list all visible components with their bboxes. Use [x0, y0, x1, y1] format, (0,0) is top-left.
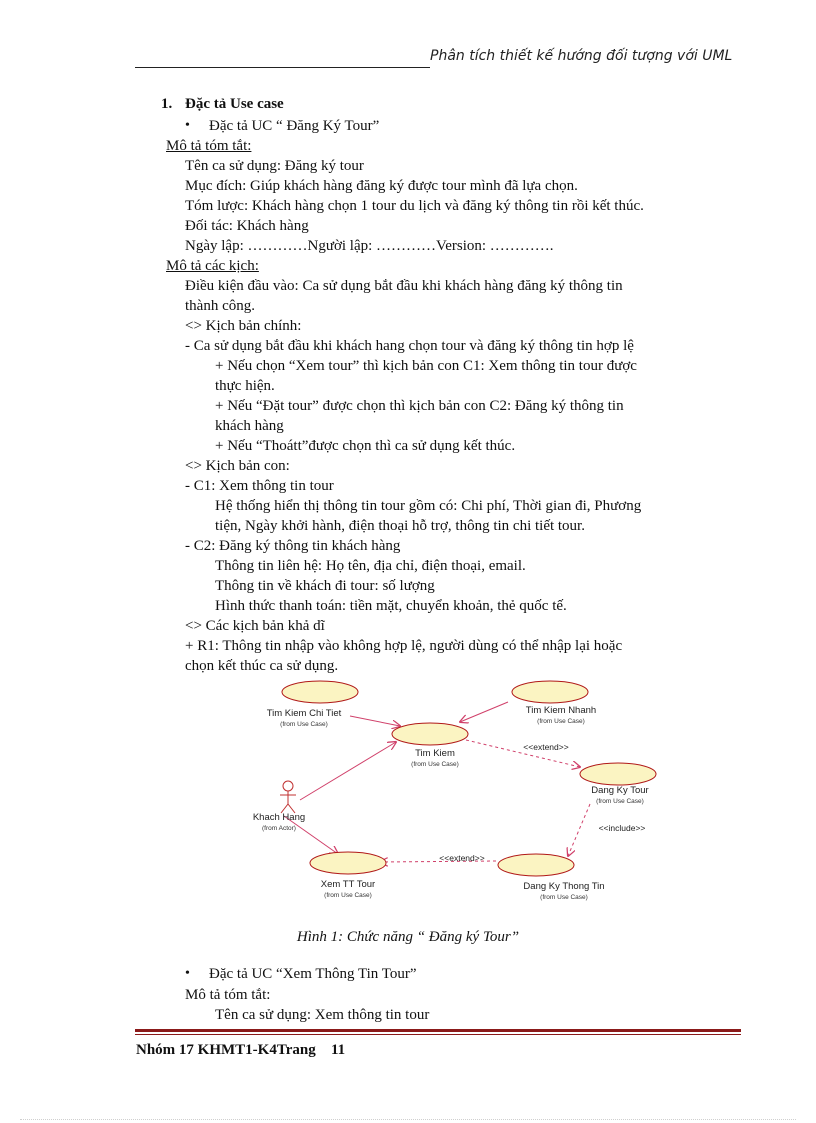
stereo-tim-kiem-chi-tiet: (from Use Case)	[280, 721, 328, 728]
main-scenario-label: <> Kịch bản chính:	[185, 318, 302, 334]
footer-rule-thick	[135, 1029, 741, 1032]
stereo-khach-hang: (from Actor)	[262, 825, 296, 832]
r1-line-1: + R1: Thông tin nhập vào không hợp lệ, người dùng có thể nhập lại hoặc	[185, 638, 623, 654]
usecase-tim-kiem-chi-tiet	[282, 681, 358, 703]
uc1-summary-heading: Mô tả tóm tắt:	[166, 138, 252, 154]
sub-scenario-label: <> Kịch bản con:	[185, 458, 290, 474]
c2-line-3: Hình thức thanh toán: tiền mặt, chuyển khoản, thẻ quốc tế.	[215, 598, 567, 614]
usecase-xem-tt-tour	[310, 852, 386, 874]
alt-scenario-label: <> Các kịch bản khả dĩ	[185, 618, 325, 634]
uc2-name: Tên ca sử dụng: Xem thông tin tour	[215, 1007, 430, 1023]
main-step-3b: khách hàng	[215, 418, 284, 434]
usecase-tim-kiem-nhanh	[512, 681, 588, 703]
label-include: <<include>>	[598, 823, 646, 833]
r1-line-2: chọn kết thúc ca sử dụng.	[185, 658, 339, 674]
main-step-3a: + Nếu “Đặt tour” được chọn thì kịch bản con C2: Đăng ký thông tin	[215, 398, 624, 414]
footer-page-number: 11	[331, 1042, 346, 1058]
label-khach-hang: Khach Hang	[252, 812, 306, 823]
uc1-meta: Ngày lập: …………Người lập: …………Version: ………….	[185, 238, 554, 254]
include-dangkytour-to-thongtin	[568, 804, 590, 856]
usecase-dang-ky-thong-tin	[498, 854, 574, 876]
label-dang-ky-thong-tin: Dang Ky Thong Tin	[523, 881, 605, 892]
section-number: 1.	[161, 96, 173, 112]
main-step-4: + Nếu “Thoátt”được chọn thì ca sử dụng kết thúc.	[215, 438, 516, 454]
c2-title: - C2: Đăng ký thông tin khách hàng	[185, 538, 401, 554]
footer-rule-thin	[135, 1034, 741, 1035]
stereo-tim-kiem-nhanh: (from Use Case)	[537, 718, 585, 725]
c1-line-2: tiện, Ngày khởi hành, điện thoại hỗ trợ, thông tin chi tiết tour.	[215, 518, 585, 534]
gen-nhanh-to-timkiem	[460, 702, 508, 722]
c1-line-1: Hệ thống hiển thị thông tin tour gồm có: Chi phí, Thời gian đi, Phương	[215, 498, 642, 514]
uc1-bullet: • Đặc tả UC “ Đăng Ký Tour”	[209, 117, 379, 135]
label-xem-tt-tour: Xem TT Tour	[320, 879, 376, 890]
actor-khach-hang-icon	[280, 781, 296, 813]
stereo-dang-ky-thong-tin: (from Use Case)	[540, 894, 588, 901]
uc1-name: Tên ca sử dụng: Đăng ký tour	[185, 158, 364, 174]
c2-line-1: Thông tin liên hệ: Họ tên, địa chỉ, điện thoại, email.	[215, 558, 526, 574]
label-extend-top: <<extend>>	[523, 742, 569, 752]
use-case-diagram	[240, 676, 660, 912]
label-dang-ky-tour: Dang Ky Tour	[591, 785, 649, 796]
main-step-2a: + Nếu chọn “Xem tour” thì kịch bản con C1: Xem thông tin tour được	[215, 358, 637, 374]
figure-caption: Hình 1: Chức năng “ Đăng ký Tour”	[296, 929, 520, 945]
uc2-summary-heading: Mô tả tóm tắt:	[185, 987, 271, 1003]
section-title: Đặc tả Use case	[185, 96, 284, 112]
usecase-tim-kiem	[392, 723, 468, 745]
precondition-line-1: Điều kiện đầu vào: Ca sử dụng bắt đầu khi khách hàng đăng ký thông tin	[185, 278, 623, 294]
uc1-overview: Tóm lược: Khách hàng chọn 1 tour du lịch và đăng ký thông tin rồi kết thúc.	[185, 198, 644, 214]
uc1-scenario-heading: Mô tả các kịch:	[166, 258, 259, 274]
uc2-bullet: • Đặc tả UC “Xem Thông Tin Tour”	[209, 965, 417, 983]
uc1-purpose: Mục đích: Giúp khách hàng đăng ký được tour mình đã lựa chọn.	[185, 178, 578, 194]
header-rule	[135, 67, 430, 68]
label-tim-kiem-nhanh: Tim Kiem Nhanh	[525, 705, 597, 716]
precondition-line-2: thành công.	[185, 298, 255, 314]
usecase-dang-ky-tour	[580, 763, 656, 785]
c1-title: - C1: Xem thông tin tour	[185, 478, 334, 494]
gen-chitiet-to-timkiem	[350, 716, 400, 726]
main-step-2b: thực hiện.	[215, 378, 275, 394]
label-tim-kiem: Tim Kiem	[415, 748, 455, 759]
stereo-xem-tt-tour: (from Use Case)	[324, 892, 372, 899]
label-tim-kiem-chi-tiet: Tim Kiem Chi Tiet	[266, 708, 342, 719]
footer-group: Nhóm 17 KHMT1-K4Trang	[136, 1042, 316, 1058]
stereo-dang-ky-tour: (from Use Case)	[596, 798, 644, 805]
assoc-khach-to-timkiem	[300, 742, 396, 800]
page-bottom-border	[20, 1119, 796, 1120]
stereo-tim-kiem: (from Use Case)	[411, 761, 459, 768]
label-extend-bottom: <<extend>>	[439, 853, 485, 863]
main-step-1: - Ca sử dụng bắt đầu khi khách hang chọn tour và đăng ký thông tin hợp lệ	[185, 338, 634, 354]
header-title: Phân tích thiết kế hướng đối tượng với UML	[430, 48, 733, 64]
c2-line-2: Thông tin về khách đi tour: số lượng	[215, 578, 435, 594]
uc1-partner: Đối tác: Khách hàng	[185, 218, 309, 234]
